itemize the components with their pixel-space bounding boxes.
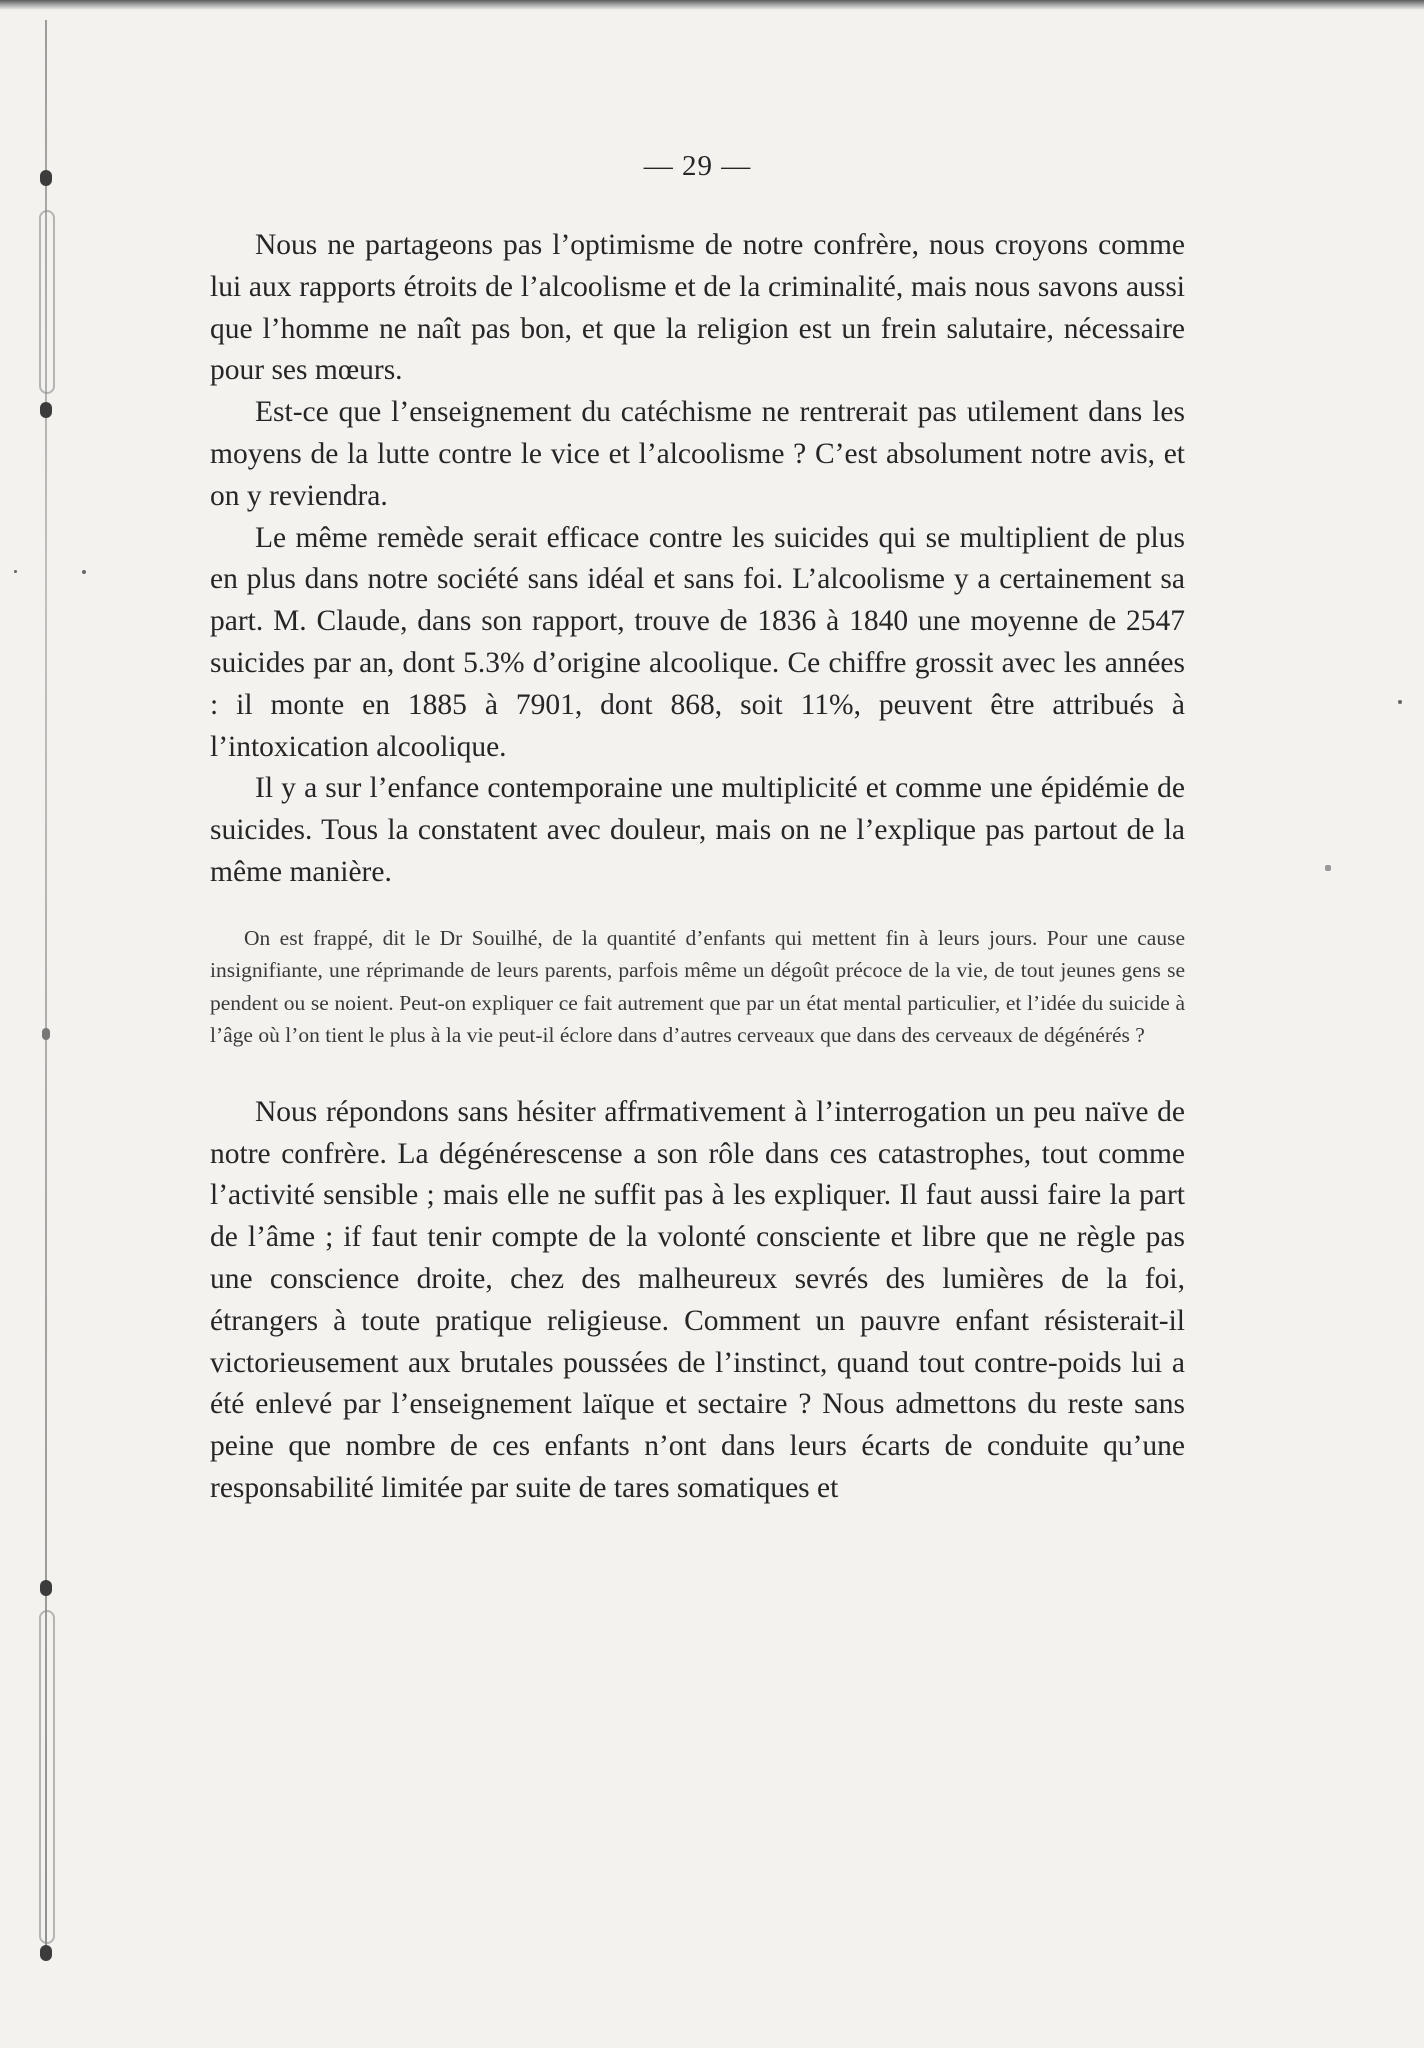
page-content <box>210 150 1185 1510</box>
paragraph: Le même remède serait efficace contre les suicides qui se multiplient de plus en plus dans notre société sans idéal et sans foi. L’alcoolisme y a certainement sa part. M. Claude, dans son rapport, trouve de 1836 à 1840 une moyenne de 2547 suicides par an, dont 5.3% d’origine alcoolique. Ce chiffre grossit avec les années : il monte en 1885 à 7901, dont 868, soit 11%, peuvent être attribués à l’intoxication alcoolique. <box>210 521 1185 763</box>
page-number: — 29 — <box>643 150 752 182</box>
block-quote: On est frappé, dit le Dr Souilhé, de la quantité d’enfants qui mettent fin à leurs jours. Pour une cause insignifiante, une réprimande de leurs parents, parfois même un dégoût précoce de la vie, de tout jeunes gens se pendent ou se noient. Peut-on expliquer ce fait autrement que par un état mental particulier, et l’idée du suicide à l’âge où l’on tient le plus à la vie peut-il éclore dans d’autres cerveaux que dans des cerveaux de dégénérés ? <box>210 925 1185 1048</box>
paragraph: Il y a sur l’enfance contemporaine une multiplicité et comme une épidémie de suicides. Tous la constatent avec douleur, mais on ne l’explique pas partout de la même manière. <box>210 772 1185 888</box>
paper-speck <box>14 570 17 573</box>
paragraph: Nous répondons sans hésiter affrmativement à l’interrogation un peu naïve de notre confrère. La dégénérescense a son rôle dans ces catastrophes, tout comme l’activité sensible ; mais elle ne suffit pas à les expliquer. Il faut aussi faire la part de l’âme ; if faut tenir compte de la volonté consciente et libre que ne règle pas une conscience droite, chez des malheureux sevrés des lumières de la foi, étrangers à toute pratique religieuse. Comment un pauvre enfant résisterait-il victorieusement aux brutales poussées de l’instinct, quand tout contre-poids lui a été enlevé par l’enseignement laïque et sectaire ? Nous admettons du reste sans peine que nombre de ces enfants n’ont dans leurs écarts de conduite qu’une responsabilité limitée par suite de tares somatiques et <box>210 1095 1185 1504</box>
paragraph: Nous ne partageons pas l’optimisme de notre confrère, nous croyons comme lui aux rapports étroits de l’alcoolisme et de la criminalité, mais nous savons aussi que l’homme ne naît pas bon, et que la religion est un frein salutaire, nécessaire pour ses mœurs. <box>210 229 1185 387</box>
scan-top-edge <box>0 0 1424 10</box>
paper-speck <box>82 570 86 574</box>
binding-knot <box>42 1028 50 1040</box>
paper-speck <box>1398 700 1402 704</box>
binding-knot <box>40 402 52 418</box>
binding-loop <box>39 1610 55 1944</box>
paper-speck <box>1325 865 1331 871</box>
binding-knot <box>40 170 52 186</box>
binding-loop <box>39 210 55 394</box>
paragraph: Est-ce que l’enseignement du catéchisme ne rentrerait pas utilement dans les moyens de la lutte contre le vice et l’alcoolisme ? C’est absolument notre avis, et on y reviendra. <box>210 396 1185 512</box>
binding-knot <box>40 1580 52 1596</box>
binding-thread <box>38 20 54 1960</box>
binding-knot <box>40 1945 52 1961</box>
